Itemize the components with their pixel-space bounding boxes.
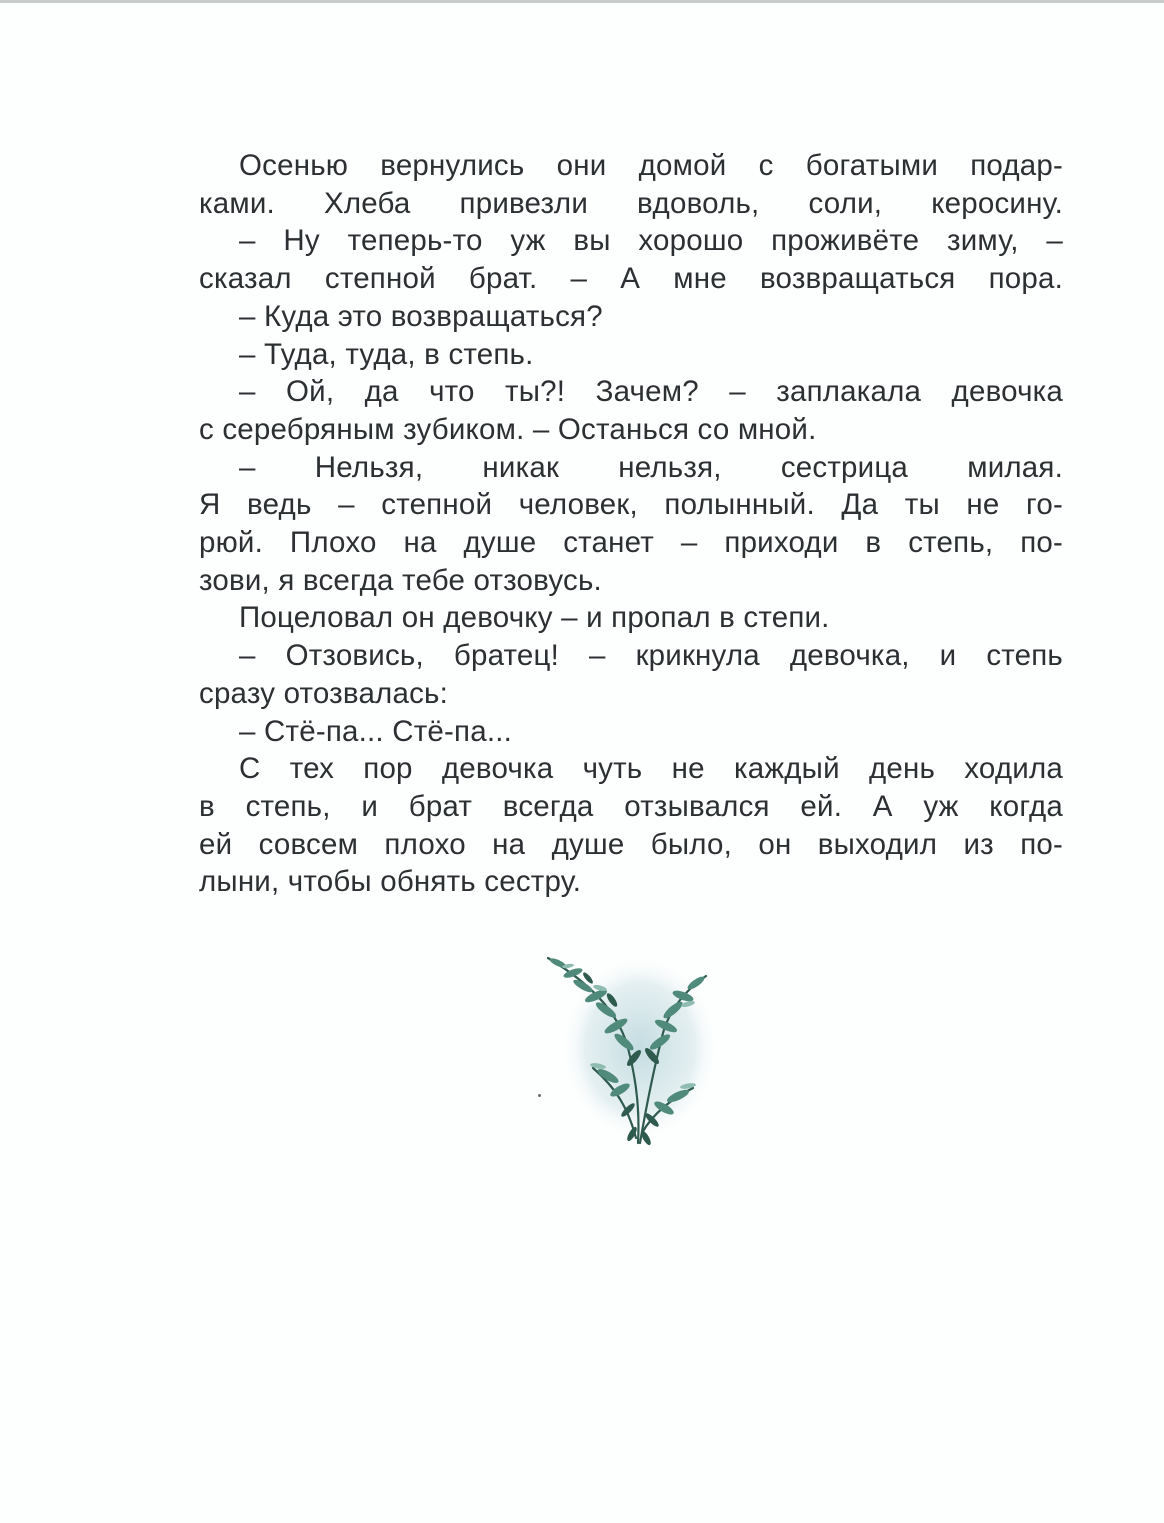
story-text [199, 147, 1063, 901]
text-line: – Нельзя, никак нельзя, сестрица милая. [239, 450, 1063, 484]
text-line: – Куда это возвращаться? [239, 299, 603, 333]
text-line: – Ну теперь-то уж вы хорошо проживёте зиму, – [239, 224, 1063, 258]
text-line: с серебряным зубиком. – Останься со мной. [199, 412, 817, 446]
text-line: Осенью вернулись они домой с богатыми подар- [239, 149, 1063, 182]
text-line: в степь, и брат всегда отзывался ей. А уж когда [199, 789, 1063, 823]
text-line: лыни, чтобы обнять сестру. [199, 865, 582, 899]
text-line: Поцеловал он девочку – и пропал в степи. [239, 601, 830, 635]
wormwood-sprig-icon [528, 938, 728, 1153]
text-line: Я ведь – степной человек, полынный. Да ты не го- [199, 488, 1063, 522]
text-line: С тех пор девочка чуть не каждый день ходила [239, 752, 1063, 786]
text-line: – Туда, туда, в степь. [239, 337, 534, 371]
page-top-border [0, 0, 1164, 3]
text-line: рюй. Плохо на душе станет – приходи в степь, по- [199, 526, 1063, 560]
text-line: ками. Хлеба привезли вдоволь, соли, керосину. [199, 186, 1063, 220]
text-line: – Ой, да что ты?! Зачем? – заплакала девочка [239, 375, 1063, 409]
ink-speck [538, 1094, 541, 1097]
text-line: зови, я всегда тебе отзовусь. [199, 563, 602, 597]
text-line: сразу отозвалась: [199, 676, 448, 710]
text-line: сказал степной брат. – А мне возвращаться пора. [199, 262, 1063, 296]
text-line: – Стё-па... Стё-па... [239, 714, 513, 748]
text-line: ей совсем плохо на душе было, он выходил из по- [199, 827, 1063, 861]
text-line: – Отзовись, братец! – крикнула девочка, и степь [239, 639, 1063, 673]
